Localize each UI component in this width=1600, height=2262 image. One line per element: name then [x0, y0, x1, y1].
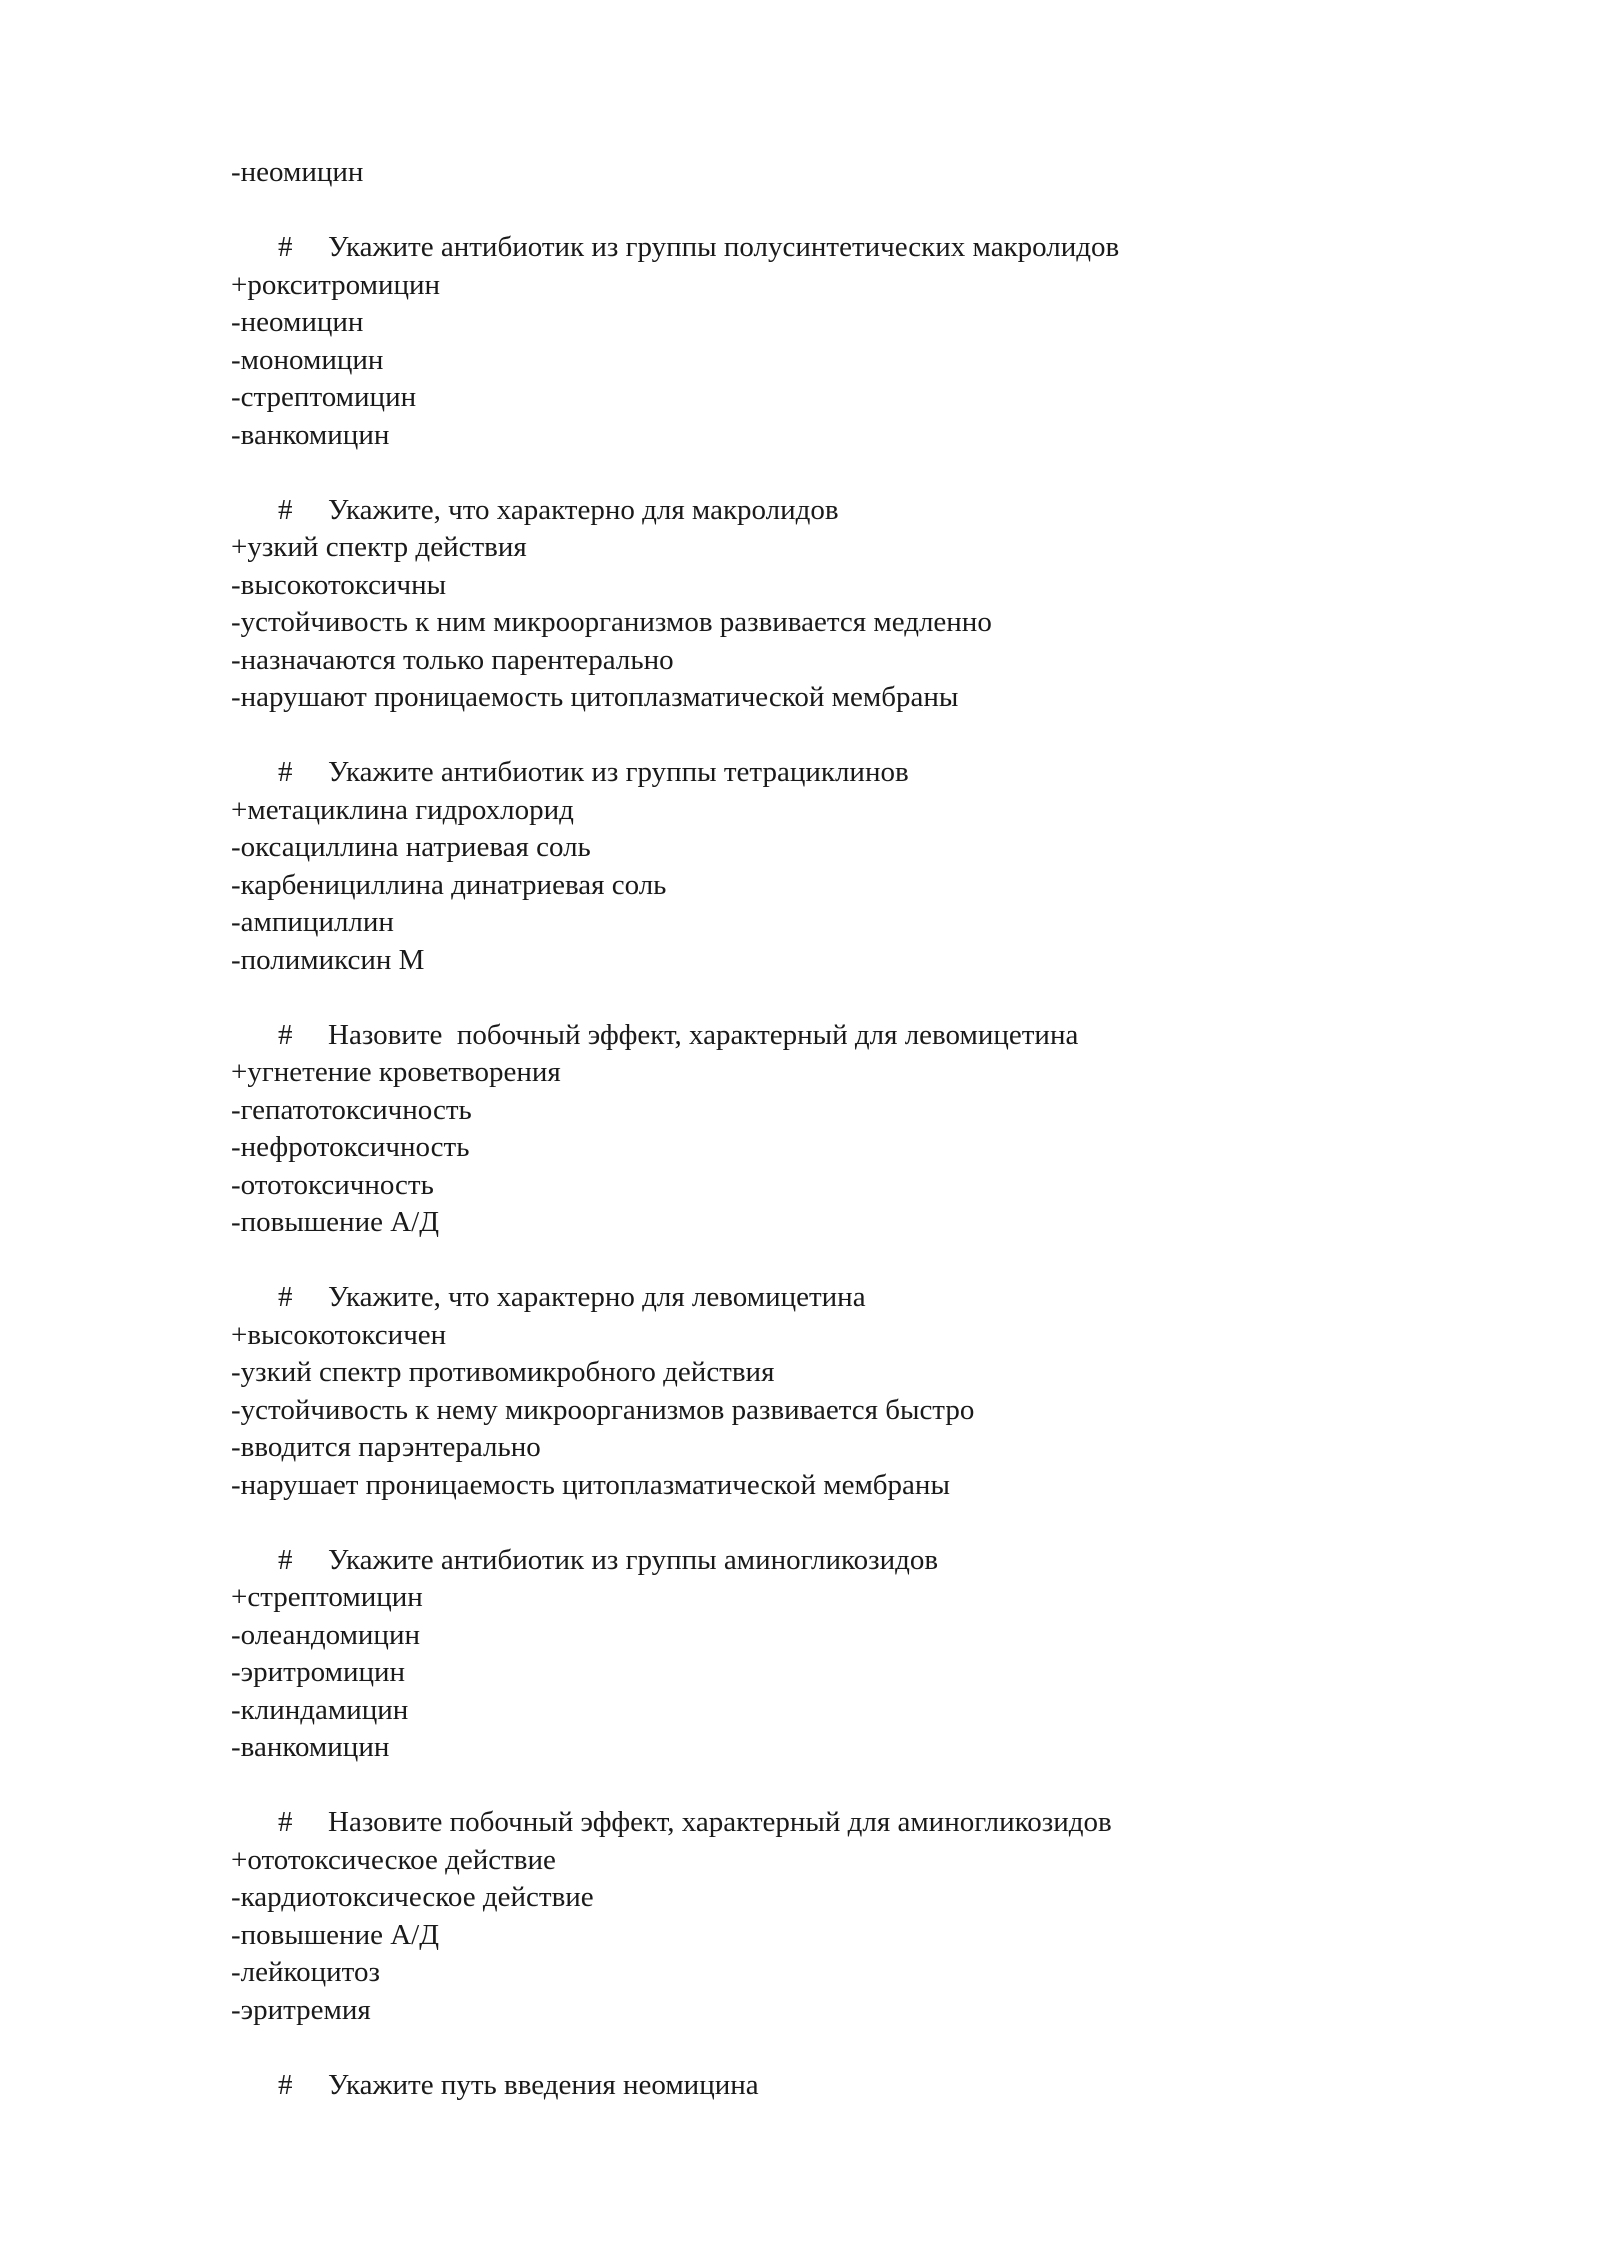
question-line [231, 492, 1431, 530]
spacer [231, 1504, 1431, 1542]
answer-option: -вводится парэнтерально [231, 1431, 541, 1463]
spacer [231, 2029, 1431, 2067]
hash-marker: # [278, 1543, 293, 1576]
answer-option: -эритромицин [231, 1656, 406, 1688]
question-line [231, 1804, 1431, 1842]
answer-option: -оксациллина натриевая соль [231, 831, 591, 863]
hash-marker: # [278, 1018, 293, 1051]
spacer [231, 192, 1431, 230]
answer-option: -узкий спектр противомикробного действия [231, 1356, 775, 1388]
answer-option: -эритремия [231, 1993, 371, 2026]
question-text: Назовите побочный эффект, характерный для левомицетина [328, 1018, 1079, 1051]
question-block [231, 1542, 1431, 1767]
question-block [231, 754, 1431, 979]
question-block [231, 492, 1431, 717]
answer-option: +угнетение кроветворения [231, 1056, 561, 1088]
question-block [231, 2067, 1431, 2105]
question-block [231, 1804, 1431, 2029]
answer-option: -неомицин [231, 156, 364, 188]
answer-option: -высокотоксичны [231, 568, 447, 601]
answer-option: -кардиотоксическое действие [231, 1881, 594, 1913]
answer-option: +стрептомицин [231, 1581, 423, 1613]
spacer [231, 454, 1431, 492]
spacer [231, 1767, 1431, 1805]
question-text: Укажите антибиотик из группы аминогликозидов [328, 1543, 939, 1576]
answer-option: -ванкомицин [231, 418, 390, 451]
answer-option: -ототоксичность [231, 1168, 434, 1201]
question-line [231, 1542, 1431, 1580]
answer-option: -нефротоксичность [231, 1131, 470, 1163]
answer-option: -полимиксин М [231, 943, 425, 976]
answer-option: -гепатотоксичность [231, 1093, 472, 1126]
question-text: Назовите побочный эффект, характерный для аминогликозидов [328, 1806, 1112, 1838]
question-text: Укажите, что характерно для макролидов [328, 493, 839, 526]
question-text: Укажите антибиотик из группы тетрациклинов [328, 756, 909, 788]
answer-option: -повышение А/Д [231, 1918, 439, 1951]
answer-option: -лейкоцитоз [231, 1956, 380, 1988]
question-line [231, 229, 1431, 267]
answer-option: -олеандомицин [231, 1618, 420, 1651]
document-body [231, 154, 1431, 2104]
answer-option: -карбенициллина динатриевая соль [231, 868, 667, 901]
spacer [231, 979, 1431, 1017]
answer-option: +узкий спектр действия [231, 531, 527, 563]
answer-option: -нарушает проницаемость цитоплазматической мембраны [231, 1468, 950, 1501]
hash-marker: # [278, 1806, 293, 1838]
hash-marker: # [278, 756, 293, 788]
question-block [231, 229, 1431, 454]
answer-option: -назначаются только парентерально [231, 643, 674, 676]
answer-option: -ампициллин [231, 906, 394, 938]
question-text: Укажите, что характерно для левомицетина [328, 1281, 866, 1313]
answer-option-block [231, 154, 1431, 192]
answer-option: +ототоксическое действие [231, 1843, 556, 1876]
spacer [231, 1242, 1431, 1280]
answer-option: -клиндамицин [231, 1693, 409, 1726]
question-text: Укажите путь введения неомицина [328, 2068, 759, 2101]
answer-option: -неомицин [231, 306, 364, 338]
answer-option: -мономицин [231, 343, 384, 376]
answer-option: +высокотоксичен [231, 1318, 447, 1351]
question-block [231, 1017, 1431, 1242]
answer-option: -ванкомицин [231, 1731, 390, 1763]
hash-marker: # [278, 2068, 293, 2101]
answer-option: +метациклина гидрохлорид [231, 793, 574, 826]
answer-option: -повышение А/Д [231, 1206, 439, 1238]
answer-option: -стрептомицин [231, 381, 417, 413]
question-text: Укажите антибиотик из группы полусинтетических макролидов [328, 231, 1120, 263]
spacer [231, 717, 1431, 755]
answer-option: +рокситромицин [231, 268, 441, 301]
answer-option: -нарушают проницаемость цитоплазматической мембраны [231, 681, 959, 713]
answer-option: -устойчивость к нему микроорганизмов развивается быстро [231, 1393, 975, 1426]
answer-option: -устойчивость к ним микроорганизмов развивается медленно [231, 606, 992, 638]
hash-marker: # [278, 493, 293, 526]
question-line [231, 754, 1431, 792]
question-line [231, 1017, 1431, 1055]
hash-marker: # [278, 1281, 293, 1313]
question-line [231, 2067, 1431, 2105]
question-line [231, 1279, 1431, 1317]
hash-marker: # [278, 231, 293, 263]
question-block [231, 1279, 1431, 1504]
